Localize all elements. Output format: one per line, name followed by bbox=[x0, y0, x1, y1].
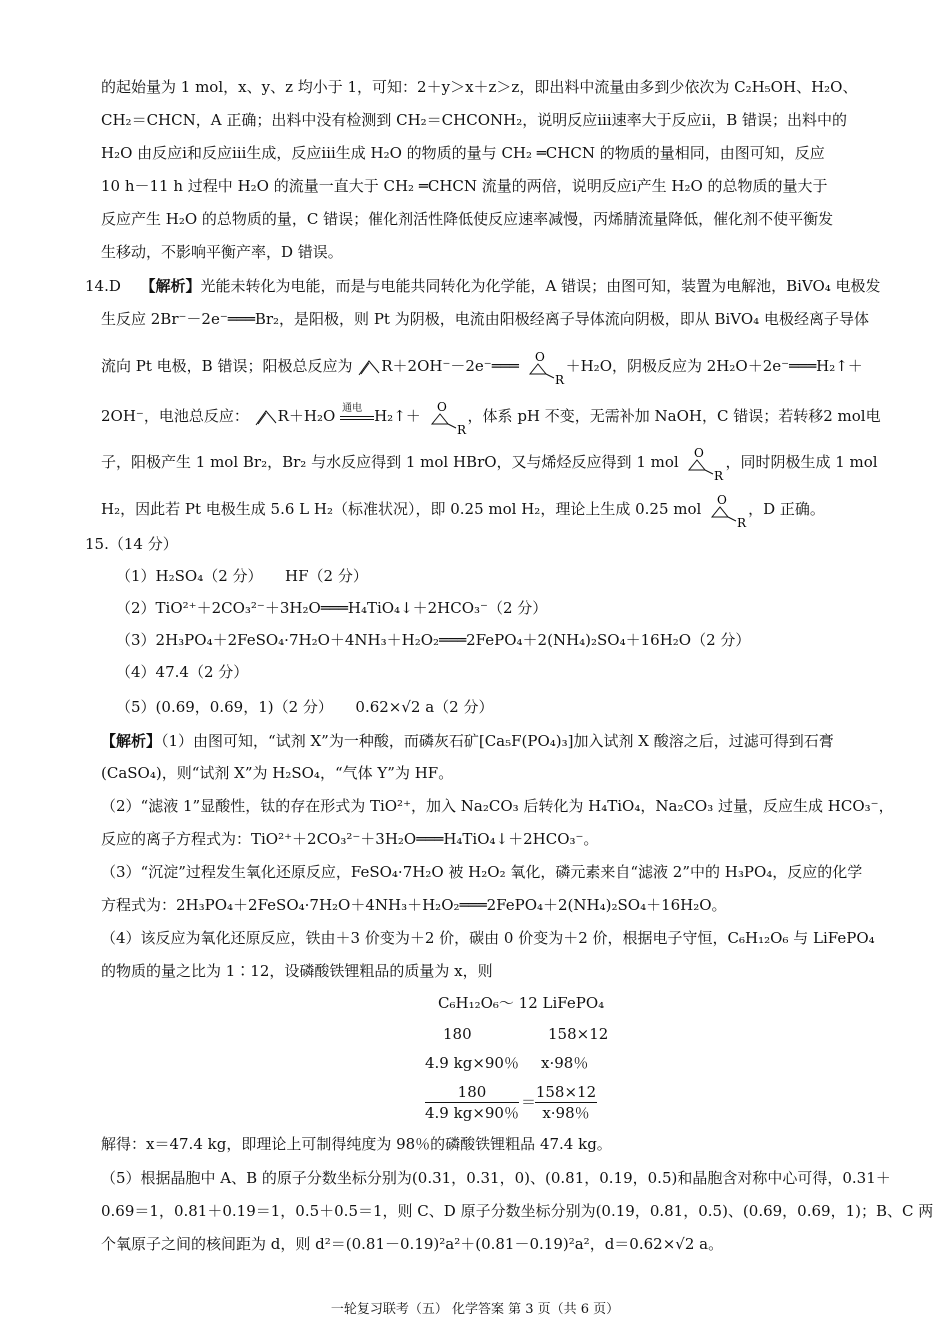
svg-text:R: R bbox=[554, 373, 564, 384]
p14-text-4a: 2OH⁻，电池总反应： bbox=[101, 407, 249, 425]
p15-explain-4a: （4）该反应为氧化还原反应，铁由＋3 价变为＋2 价，碳由 0 价变为＋2 价，根据电子守恒，C₆H₁₂O₆ 与 LiFePO₄ bbox=[101, 929, 875, 947]
p14-text-4c: H₂↑＋ bbox=[374, 407, 421, 425]
p15-answer-4: （4）47.4（2 分） bbox=[116, 663, 249, 681]
p13-line-4: 10 h－11 h 过程中 H₂O 的流量一直大于 CH₂ ═CHCN 流量的两倍，说明反应ⅰ产生 H₂O 的总物质的量大于 bbox=[101, 177, 828, 195]
alkene-structure-icon bbox=[254, 405, 278, 429]
fraction-right: 158×12 x·98％ bbox=[535, 1083, 597, 1122]
p14-text-6b: ，D 正确。 bbox=[748, 500, 825, 518]
p15-explain-5a: （5）根据晶胞中 A、B 的原子分数坐标分别为(0.31，0.31，0)、(0.81，0.19，0.5)和晶胞含对称中心可得，0.31＋ bbox=[101, 1169, 891, 1187]
p15-answer-2: （2）TiO²⁺＋2CO₃²⁻＋3H₂O═══H₄TiO₄↓＋2HCO₃⁻（2 分） bbox=[116, 599, 548, 617]
p14-line-6 bbox=[101, 493, 880, 527]
p15-explain-2b: 反应的离子方程式为：TiO²⁺＋2CO₃²⁻＋3H₂O═══H₄TiO₄↓＋2HCO₃⁻。 bbox=[101, 830, 599, 848]
p14-text-4d: ，体系 pH 不变，无需补加 NaOH，C 错误；若转移2 mol电 bbox=[467, 407, 881, 425]
p14-text-4b: R＋H₂O bbox=[277, 407, 336, 425]
fraction-left: 180 4.9 kg×90％ bbox=[425, 1083, 519, 1122]
electrolysis-arrow: 通电 bbox=[340, 407, 374, 427]
stoich-amount-left: 4.9 kg×90％ bbox=[425, 1054, 519, 1072]
stoich-amount-right: x·98％ bbox=[541, 1054, 589, 1072]
p14-line-4 bbox=[101, 400, 880, 434]
p15-explain-5c: 个氧原子之间的核间距为 d，则 d²＝(0.81－0.19)²a²＋(0.81－0.19)²a²，d＝0.62×√2 a。 bbox=[101, 1235, 724, 1253]
p15-answer-3: （3）2H₃PO₄＋2FeSO₄·7H₂O＋4NH₃＋H₂O₂═══2FePO₄＋2(NH₄)₂SO₄＋16H₂O（2 分） bbox=[116, 631, 751, 649]
p13-line-2: CH₂＝CHCN，A 正确；出料中没有检测到 CH₂＝CHCONH₂，说明反应ⅲ速率大于反应ⅱ，B 错误；出料中的 bbox=[101, 111, 848, 129]
svg-text:O: O bbox=[436, 400, 447, 414]
p15-explain-1a: 【解析】（1）由图可知，“试剂 X”为一种酸，而磷灰石矿[Ca₅F(PO₄)₃]加入试剂 X 酸溶之后，过滤可得到石膏 bbox=[101, 732, 834, 750]
alkene-structure-icon bbox=[357, 355, 381, 379]
svg-text:R: R bbox=[456, 423, 466, 434]
p14-answer: 14.D bbox=[85, 277, 121, 295]
p13-line-6: 生移动，不影响平衡产率，D 错误。 bbox=[101, 243, 343, 261]
p15-explain-5b: 0.69＝1，0.81＋0.19＝1，0.5＋0.5＝1，则 C、D 原子分数坐标分别为(0.19，0.81，0.5)、(0.69，0.69，1)；B、C 两 bbox=[101, 1202, 934, 1220]
p14-text-5b: ，同时阴极生成 1 mol bbox=[725, 453, 878, 471]
p14-line-5 bbox=[101, 446, 880, 480]
p14-text-1: 光能未转化为电能，而是与电能共同转化为化学能，A 错误；由图可知，装置为电解池，BiVO₄ 电极发 bbox=[200, 277, 881, 295]
svg-text:O: O bbox=[534, 350, 545, 364]
epoxide-structure-icon bbox=[524, 350, 566, 384]
p13-line-3: H₂O 由反应ⅰ和反应ⅲ生成，反应ⅲ生成 H₂O 的物质的量与 CH₂ ═CHCN 的物质的量相同，由图可知，反应 bbox=[101, 144, 825, 162]
svg-text:O: O bbox=[694, 446, 705, 460]
stoich-mass-right: 158×12 bbox=[548, 1025, 609, 1043]
p15-explain-3b: 方程式为：2H₃PO₄＋2FeSO₄·7H₂O＋4NH₃＋H₂O₂═══2FePO₄＋2(NH₄)₂SO₄＋16H₂O。 bbox=[101, 896, 727, 914]
epoxide-structure-icon bbox=[683, 446, 725, 480]
svg-text:O: O bbox=[717, 493, 727, 507]
p13-line-1: 的起始量为 1 mol，x、y、z 均小于 1，可知：2＋y＞x＋z＞z，即出料中流量由多到少依次为 C₂H₅OH、H₂O、 bbox=[101, 78, 858, 96]
p15-explain-4b: 的物质的量之比为 1∶12，设磷酸铁锂粗品的质量为 x，则 bbox=[101, 962, 493, 980]
p14-text-3c: ＋H₂O，阴极反应为 2H₂O＋2e⁻═══H₂↑＋ bbox=[565, 357, 863, 375]
p15-explain-3a: （3）“沉淀”过程发生氧化还原反应，FeSO₄·7H₂O 被 H₂O₂ 氧化，磷元素来自“滤液 2”中的 H₃PO₄，反应的化学 bbox=[101, 863, 863, 881]
p15-analysis-tag: 【解析】 bbox=[101, 732, 162, 750]
p14-text-5a: 子，阳极产生 1 mol Br₂，Br₂ 与水反应得到 1 mol HBrO，又与烯烃反应得到 1 mol bbox=[101, 453, 679, 471]
stoich-mass-left: 180 bbox=[443, 1025, 472, 1043]
p15-answer-1: （1）H₂SO₄（2 分） HF（2 分） bbox=[116, 567, 368, 585]
p13-line-5: 反应产生 H₂O 的总物质的量，C 错误；催化剂活性降低使反应速率减慢，丙烯腈流量降低，催化剂不使平衡发 bbox=[101, 210, 834, 228]
p14-line-1 bbox=[85, 276, 880, 296]
p15-answer-5: （5）(0.69，0.69，1)（2 分） 0.62×√2 a（2 分） bbox=[116, 698, 494, 716]
epoxide-structure-icon bbox=[426, 400, 468, 434]
fraction-equals: ＝ bbox=[521, 1093, 537, 1111]
stoich-relation: C₆H₁₂O₆～ 12 LiFePO₄ bbox=[438, 994, 605, 1012]
p14-line-3 bbox=[101, 350, 880, 384]
p15-explain-2a: （2）“滤液 1”显酸性，钛的存在形式为 TiO²⁺，加入 Na₂CO₃ 后转化为 H₄TiO₄，Na₂CO₃ 过量，反应生成 HCO₃⁻， bbox=[101, 797, 894, 815]
p15-heading: 15.（14 分） bbox=[85, 535, 178, 553]
p14-line-2: 生反应 2Br⁻－2e⁻═══Br₂，是阳极，则 Pt 为阴极，电流由阳极经离子导体流向阴极，即从 BiVO₄ 电极经离子导体 bbox=[101, 310, 869, 328]
page-footer: 一轮复习联考（五） 化学答案 第 3 页（共 6 页） bbox=[330, 1302, 620, 1317]
svg-text:R: R bbox=[737, 516, 747, 527]
epoxide-structure-icon bbox=[706, 493, 748, 527]
p15-explain-1b: (CaSO₄)，则“试剂 X”为 H₂SO₄，“气体 Y”为 HF。 bbox=[101, 764, 454, 782]
svg-text:R: R bbox=[714, 469, 724, 480]
p14-text-3b: R＋2OH⁻－2e⁻═══ bbox=[381, 357, 519, 375]
p14-text-3a: 流向 Pt 电极，B 错误；阳极总反应为 bbox=[101, 357, 353, 375]
p14-text-6a: H₂，因此若 Pt 电极生成 5.6 L H₂（标准状况），即 0.25 mol H₂，理论上生成 0.25 mol bbox=[101, 500, 702, 518]
p15-explain-4c: 解得：x＝47.4 kg，即理论上可制得纯度为 98％的磷酸铁锂粗品 47.4 kg。 bbox=[101, 1135, 612, 1153]
p14-analysis-tag: 【解析】 bbox=[140, 277, 201, 295]
